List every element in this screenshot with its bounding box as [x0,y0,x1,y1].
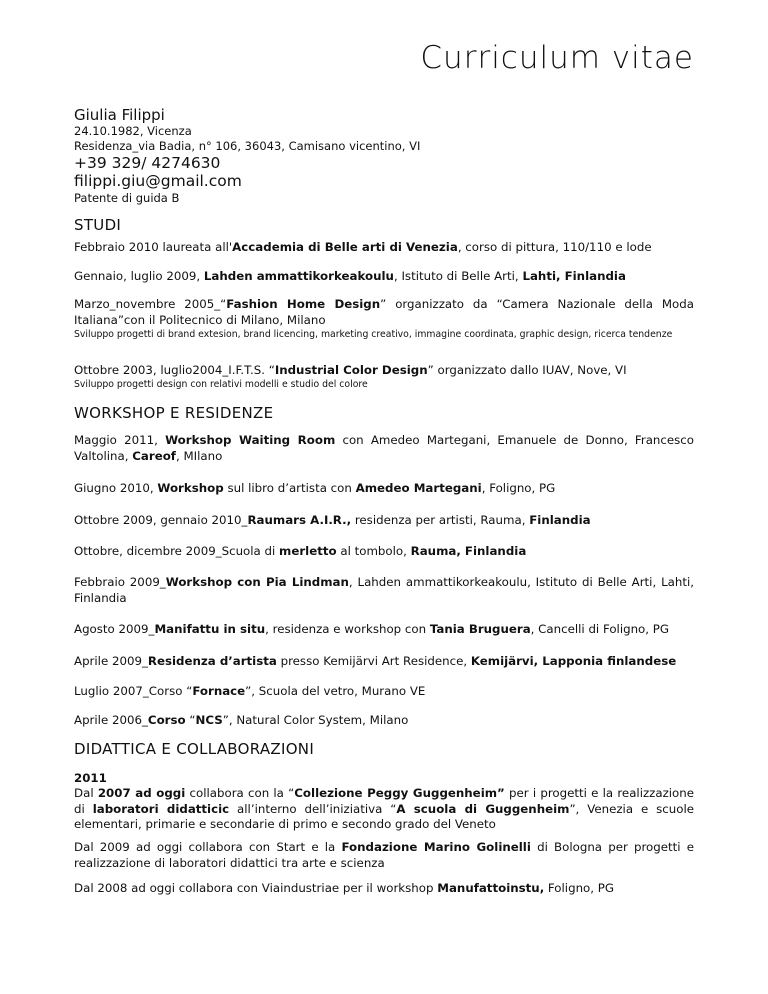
workshop-entry: Aprile 2006_Corso “NCS”, Natural Color System, Milano [74,713,409,727]
page-title: Curriculum vitae [420,40,694,76]
study-entry: Marzo_novembre 2005_“Fashion Home Design” organizzato da “Camera Nazionale della Moda Italiana”con il Politecnico di Milano, Milano [74,297,694,327]
birth-info: 24.10.1982, Vicenza [74,124,192,138]
study-note: Sviluppo progetti design con relativi modelli e studio del colore [74,379,368,390]
study-entry: Gennaio, luglio 2009, Lahden ammattikorkeakoulu, Istituto di Belle Arti, Lahti, Finlandia [74,269,626,283]
workshop-entry: Luglio 2007_Corso “Fornace”, Scuola del vetro, Murano VE [74,684,426,698]
workshop-entry: Maggio 2011, Workshop Waiting Room con Amedeo Martegani, Emanuele de Donno, Francesco Valtolina, Careof, MIlano [74,433,695,463]
workshop-entry: Febbraio 2009_Workshop con Pia Lindman, Lahden ammattikorkeakoulu, Istituto di Belle Arti, Lahti, Finlandia [74,575,694,605]
phone: +39 329/ 4274630 [74,154,221,172]
workshop-entry: Giugno 2010, Workshop sul libro d’artista con Amedeo Martegani, Foligno, PG [74,481,556,495]
person-name: Giulia Filippi [74,106,165,124]
didattica-year: 2011 [74,771,107,785]
driving-license: Patente di guida B [74,191,180,205]
workshop-entry: Ottobre 2009, gennaio 2010_Raumars A.I.R., residenza per artisti, Rauma, Finlandia [74,513,591,527]
didattica-entry: Dal 2007 ad oggi collabora con la “Collezione Peggy Guggenheim” per i progetti e la realizzazione di laboratori didatticic all’interno dell’iniziativa “A scuola di Guggenheim”, Venezia e scuole elementari, primarie e secondarie di primo e secondo grado del Veneto [74,786,695,831]
workshop-entry: Ottobre, dicembre 2009_Scuola di merletto al tombolo, Rauma, Finlandia [74,544,527,558]
study-note: Sviluppo progetti di brand extesion, brand licencing, marketing creativo, immagine coordinata, graphic design, ricerca tendenze [74,329,673,340]
didattica-entry: Dal 2009 ad oggi collabora con Start e la Fondazione Marino Golinelli di Bologna per progetti e realizzazione di laboratori didattici tra arte e scienza [74,840,694,870]
section-heading-workshop: WORKSHOP E RESIDENZE [74,404,274,422]
workshop-entry: Agosto 2009_Manifattu in situ, residenza e workshop con Tania Bruguera, Cancelli di Foligno, PG [74,622,670,636]
section-heading-studi: STUDI [74,216,122,234]
email: filippi.giu@gmail.com [74,172,242,190]
section-heading-didattica: DIDATTICA E COLLABORAZIONI [74,740,315,758]
didattica-entry: Dal 2008 ad oggi collabora con Viaindustriae per il workshop Manufattoinstu, Foligno, PG [74,881,615,895]
study-entry: Ottobre 2003, luglio2004_I.F.T.S. “Industrial Color Design” organizzato dallo IUAV, Nove, VI [74,363,627,377]
address: Residenza_via Badia, n° 106, 36043, Camisano vicentino, VI [74,139,421,153]
study-entry: Febbraio 2010 laureata all'Accademia di Belle arti di Venezia, corso di pittura, 110/110 e lode [74,240,652,254]
workshop-entry: Aprile 2009_Residenza d’artista presso Kemijärvi Art Residence, Kemijärvi, Lapponia finlandese [74,654,677,668]
